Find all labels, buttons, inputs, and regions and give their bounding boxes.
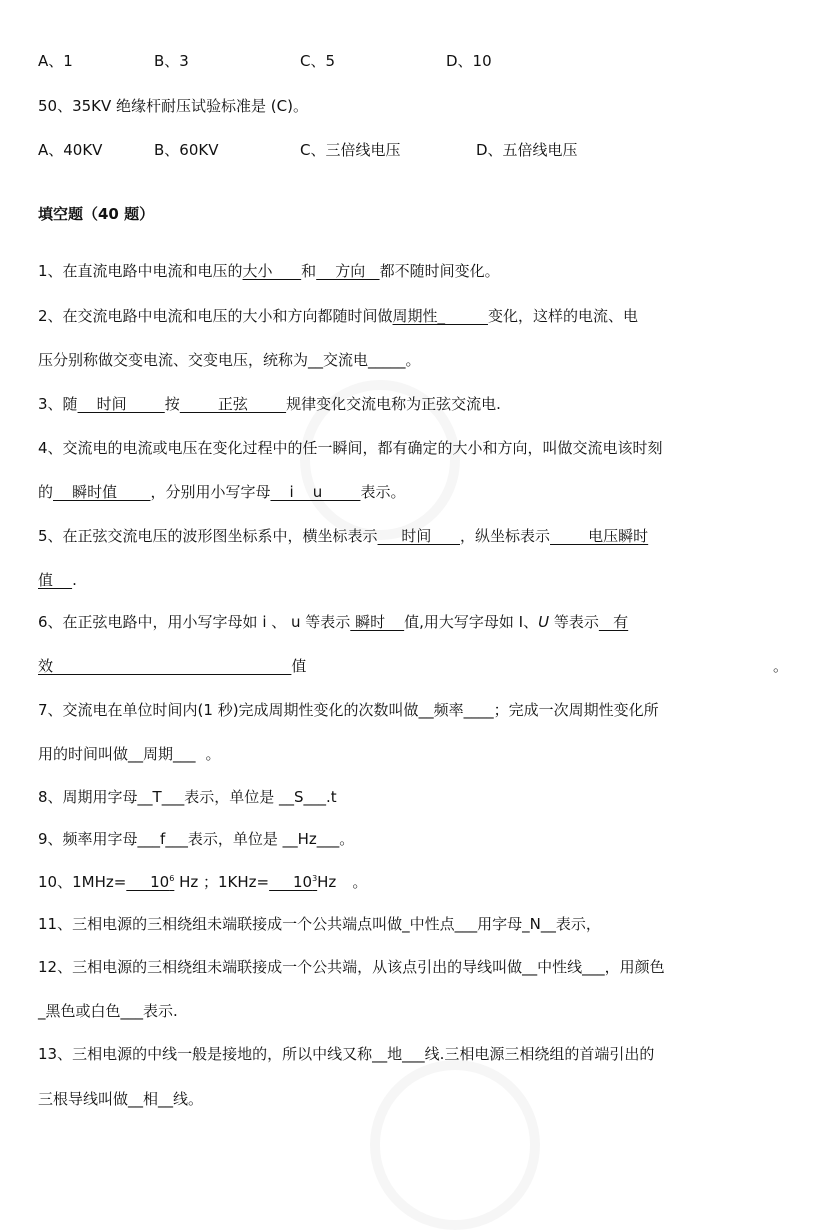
item-6-blank-2: 有	[598, 613, 629, 631]
fill-item-13	[38, 1043, 800, 1065]
item-6-text: 等表示	[549, 613, 599, 631]
fill-item-13-cont	[38, 1088, 800, 1110]
q50-option-b: B、60KV	[154, 141, 219, 159]
fill-item-3	[38, 393, 800, 415]
item-10-text: Hz	[317, 873, 337, 891]
item-11-text: 表示，	[555, 915, 601, 933]
item-7-text: 。	[205, 745, 221, 763]
item-1-text: 1、在直流电路中电流和电压的	[38, 262, 243, 280]
item-2-text: 。	[405, 351, 421, 369]
item-6-blank-3: 效	[38, 657, 292, 675]
fill-item-11	[38, 913, 800, 935]
q49-option-a: A、1	[38, 52, 73, 70]
q50-option-a: A、40KV	[38, 141, 103, 159]
item-3-blank-1: 时间	[77, 395, 165, 413]
item-7-text: 用的时间叫做	[38, 745, 129, 763]
q50-question: 50、35KV 绝缘杆耐压试验标准是 (C)。	[38, 97, 308, 115]
q50-options	[38, 139, 800, 161]
item-11-blank-2: _N__	[522, 915, 556, 933]
q50-option-c: C、三倍线电压	[300, 141, 401, 159]
item-5-blank-2: 电压瞬时	[550, 527, 649, 545]
item-7-text: 7、交流电在单位时间内(1 秒)完成周期性变化的次数叫做	[38, 701, 419, 719]
item-5-text: ，纵坐标表示	[460, 527, 551, 545]
item-4-text: 4、交流电的电流或电压在变化过程中的任一瞬间，都有确定的大小和方向，叫做交流电该时刻	[38, 439, 663, 457]
fill-item-7	[38, 699, 800, 721]
item-9-text: 表示，单位是	[187, 830, 283, 848]
item-2-text: 2、在交流电路中电流和电压的大小和方向都随时间做	[38, 307, 393, 325]
item-6-text: 值	[291, 657, 307, 675]
item-1-blank-1: 大小	[242, 262, 302, 280]
q49-option-d: D、10	[446, 52, 492, 70]
item-6-italic-u: U	[538, 613, 550, 631]
q50-option-d: D、五倍线电压	[476, 141, 578, 159]
fill-item-4	[38, 437, 800, 459]
fill-item-12-cont	[38, 1000, 800, 1022]
fill-item-2-cont	[38, 349, 800, 371]
item-13-text: 线.三相电源三相绕组的首端引出的	[424, 1045, 655, 1063]
item-2-blank-2: __交流电_____	[308, 351, 406, 369]
item-1-text: 都不随时间变化。	[379, 262, 500, 280]
fill-item-8	[38, 786, 800, 808]
fill-item-4-cont	[38, 481, 800, 503]
item-5-blank-1: 时间	[377, 527, 460, 545]
item-1-blank-2: 方向	[316, 262, 380, 280]
fill-item-2	[38, 305, 800, 327]
item-7-blank-2: __周期___	[128, 745, 196, 763]
q49-option-b: B、3	[154, 52, 189, 70]
item-10-exp-2: 3	[312, 874, 318, 883]
fill-item-5	[38, 525, 800, 547]
q49-option-c: C、5	[300, 52, 336, 70]
item-10-text: Hz ；1KHz=	[174, 873, 270, 891]
fill-item-7-cont	[38, 743, 800, 765]
item-9-blank-1: ___f___	[137, 830, 188, 848]
item-12-blank-1: __中性线___	[522, 958, 605, 976]
item-11-blank-1: _中性点___	[402, 915, 478, 933]
item-8-blank-1: __T___	[137, 788, 185, 806]
item-12-text: 12、三相电源的三相绕组未端联接成一个公共端，从该点引出的导线叫做	[38, 958, 523, 976]
item-5-text: .	[72, 571, 77, 589]
item-5-blank-3: 值	[38, 571, 73, 589]
section-title: 填空题（40 题）	[38, 205, 155, 223]
fill-item-5-cont	[38, 569, 800, 591]
item-13-text: 线。	[173, 1090, 204, 1108]
item-4-blank-1: 瞬时值	[53, 483, 151, 501]
item-4-text: ，分别用小写字母	[150, 483, 271, 501]
item-4-blank-2: i u	[270, 483, 361, 501]
item-13-blank-2: __相__	[128, 1090, 174, 1108]
item-8-text: 8、周期用字母	[38, 788, 138, 806]
item-13-text: 13、三相电源的中线一般是接地的，所以中线又称	[38, 1045, 373, 1063]
item-10-blank-2	[269, 873, 317, 891]
item-3-text: 按	[164, 395, 180, 413]
item-11-text: 11、三相电源的三相绕组未端联接成一个公共端点叫做	[38, 915, 403, 933]
item-7-text: ；完成一次周期性变化所	[493, 701, 659, 719]
item-10-exp-1: 6	[169, 874, 175, 883]
item-10-value-2: 10	[269, 873, 313, 891]
item-7-blank-1: __频率____	[418, 701, 494, 719]
item-5-text: 5、在正弦交流电压的波形图坐标系中，横坐标表示	[38, 527, 378, 545]
item-3-blank-2: 正弦	[179, 395, 287, 413]
item-6-end: 。	[773, 657, 789, 675]
fill-item-9	[38, 828, 800, 850]
item-9-text: 。	[339, 830, 355, 848]
item-1-text: 和	[301, 262, 317, 280]
item-12-blank-2: _黑色或白色___	[38, 1002, 144, 1020]
item-6-text: 值,用大写字母如 I、	[404, 613, 539, 631]
fill-item-6	[38, 611, 800, 633]
fill-item-6-cont	[38, 655, 800, 677]
item-8-text: .t	[326, 788, 337, 806]
fill-item-10	[38, 871, 800, 893]
item-4-text: 表示。	[360, 483, 406, 501]
item-13-text: 三根导线叫做	[38, 1090, 129, 1108]
watermark-ring-bottom	[370, 1060, 540, 1230]
item-6-text: 6、在正弦电路中，用小写字母如 i 、 u 等表示	[38, 613, 351, 631]
item-8-text: 表示，单位是	[184, 788, 279, 806]
item-12-text: 表示.	[143, 1002, 178, 1020]
item-9-blank-2: __Hz___	[282, 830, 340, 848]
q49-options	[38, 50, 800, 72]
item-10-text: 。	[352, 873, 368, 891]
item-11-text: 用字母	[477, 915, 523, 933]
item-10-blank-1	[126, 873, 174, 891]
item-12-text: ，用颜色	[604, 958, 665, 976]
item-8-blank-2: __S___	[279, 788, 327, 806]
item-2-text: 压分别称做交变电流、交变电压，统称为	[38, 351, 309, 369]
fill-item-12	[38, 956, 800, 978]
item-2-text: 变化，这样的电流、电	[487, 307, 638, 325]
item-10-value-1: 10	[126, 873, 170, 891]
fill-item-1	[38, 260, 800, 282]
item-3-text: 3、随	[38, 395, 78, 413]
item-4-text: 的	[38, 483, 54, 501]
item-13-blank-1: __地___	[372, 1045, 425, 1063]
item-9-text: 9、频率用字母	[38, 830, 138, 848]
item-2-blank-1: 周期性_	[392, 307, 488, 325]
item-3-text: 规律变化交流电称为正弦交流电.	[286, 395, 501, 413]
item-6-blank-1: 瞬时	[350, 613, 405, 631]
item-10-text: 10、1MHz=	[38, 873, 127, 891]
